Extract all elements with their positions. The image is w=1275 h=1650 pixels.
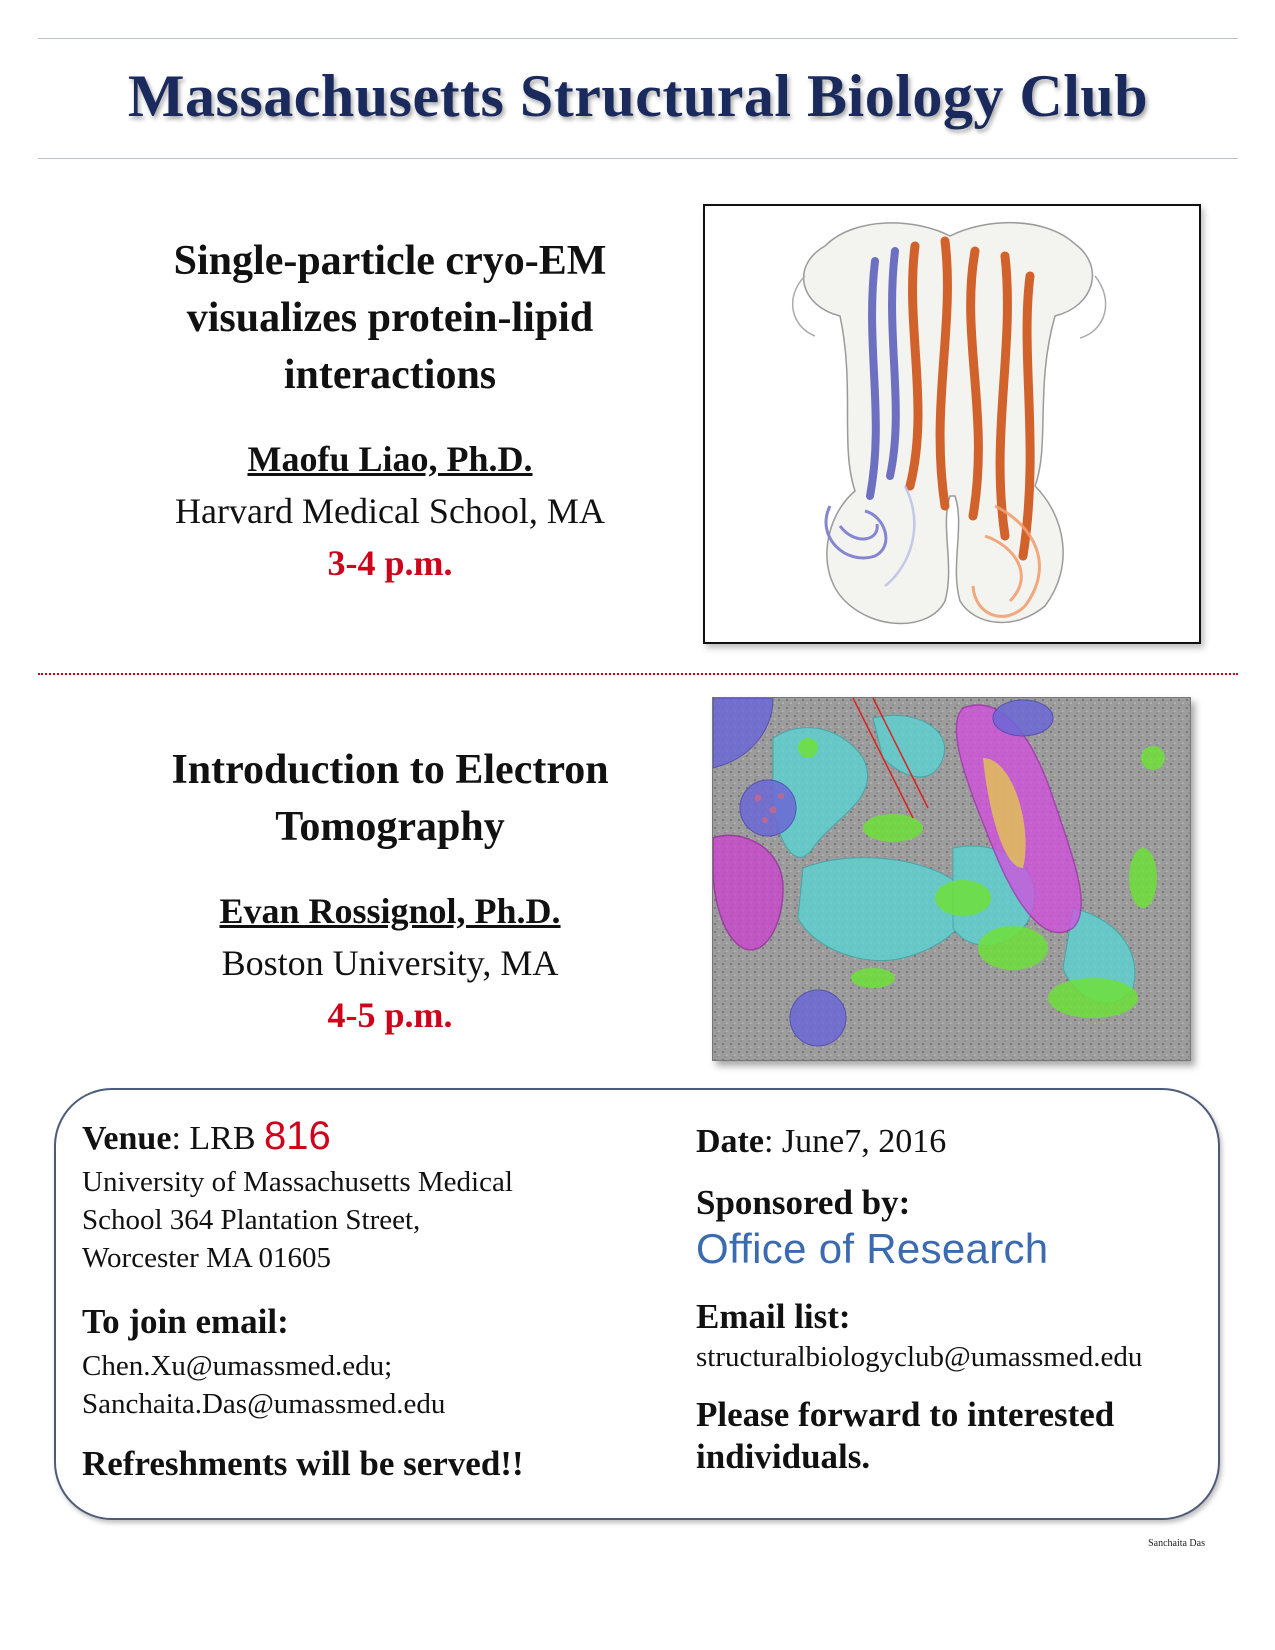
venue-room: LRB (189, 1120, 256, 1157)
event-info-box (54, 1088, 1220, 1520)
address-line: Worcester MA 01605 (82, 1242, 331, 1274)
talk-1-title-line: visualizes protein-lipid (186, 295, 594, 341)
talk-2-speaker: Evan Rossignol, Ph.D. (219, 891, 561, 931)
refreshments-note: Refreshments will be served!! (82, 1444, 524, 1483)
forward-note-line: individuals. (696, 1437, 871, 1476)
electron-tomography-image (712, 697, 1191, 1061)
info-right-column (696, 1116, 1216, 1478)
email-list-address[interactable]: structuralbiologyclub@umassmed.edu (696, 1341, 1143, 1373)
address-line: University of Massachusetts Medical (82, 1166, 513, 1198)
venue-line (82, 1116, 642, 1159)
talk-1-speaker: Maofu Liao, Ph.D. (247, 439, 533, 479)
cryo-em-structure-image (703, 204, 1201, 644)
join-emails (82, 1347, 642, 1423)
talk-1-title-line: Single-particle cryo-EM (173, 238, 607, 284)
info-left-column (82, 1116, 642, 1485)
cryo-em-structure-graphic (705, 206, 1199, 642)
tomography-graphic (713, 698, 1190, 1060)
talk-1-title (80, 233, 700, 404)
venue-address (82, 1163, 642, 1277)
sponsor-name: Office of Research (696, 1225, 1049, 1272)
venue-label: Venue (82, 1120, 172, 1157)
top-rule (38, 38, 1238, 39)
author-credit: Sanchaita Das (1148, 1538, 1205, 1549)
talk-1-time: 3-4 p.m. (327, 543, 453, 583)
venue-colon: : (171, 1120, 190, 1157)
date-line (696, 1122, 1216, 1162)
join-email-link[interactable]: Sanchaita.Das@umassmed.edu (82, 1388, 446, 1420)
join-email-label: To join email: (82, 1302, 289, 1341)
join-email-link[interactable]: Chen.Xu@umassmed.edu; (82, 1350, 393, 1382)
header-rule (38, 158, 1238, 159)
talk-2-affiliation: Boston University, MA (221, 943, 559, 983)
date-colon: : (763, 1123, 782, 1160)
venue-room-number: 816 (264, 1114, 331, 1158)
talk-separator (38, 673, 1238, 675)
address-line: School 364 Plantation Street, (82, 1204, 421, 1236)
talk-1 (80, 233, 700, 584)
sponsor-logo (696, 1224, 1216, 1274)
sponsor-label: Sponsored by: (696, 1183, 911, 1222)
club-title: Massachusetts Structural Biology Club (127, 63, 1149, 129)
talk-2 (80, 742, 700, 1036)
talk-2-title (80, 742, 700, 856)
talk-2-title-line: Tomography (275, 804, 505, 850)
email-list-label: Email list: (696, 1297, 851, 1336)
talk-1-title-line: interactions (283, 352, 497, 398)
talk-1-affiliation: Harvard Medical School, MA (175, 491, 605, 531)
date-value: June7, 2016 (781, 1123, 947, 1160)
forward-note (696, 1394, 1216, 1478)
talk-2-time: 4-5 p.m. (327, 995, 453, 1035)
forward-note-line: Please forward to interested (696, 1395, 1115, 1434)
talk-2-title-line: Introduction to Electron (171, 747, 609, 793)
date-label: Date (696, 1123, 764, 1160)
